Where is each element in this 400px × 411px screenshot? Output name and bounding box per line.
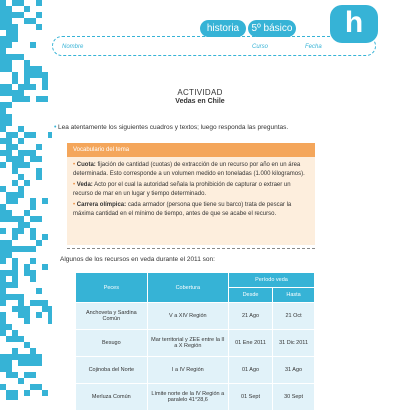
checker-square	[36, 312, 42, 318]
checker-square	[6, 132, 12, 138]
checker-square	[30, 228, 36, 234]
checker-square	[18, 0, 24, 6]
checker-square	[24, 390, 30, 396]
subject-pill: historia	[200, 20, 246, 37]
date-label: Fecha	[305, 44, 322, 50]
cell-from: 21 Ago	[228, 303, 272, 330]
checker-square	[24, 78, 30, 84]
checker-square	[12, 156, 18, 162]
checker-square	[18, 294, 24, 300]
vocab-item	[73, 181, 309, 198]
checker-square	[24, 372, 30, 378]
checker-square	[18, 162, 24, 168]
checker-square	[24, 210, 30, 216]
checker-square	[48, 318, 52, 324]
checker-square	[0, 294, 6, 300]
checker-square	[12, 54, 18, 60]
cell-species: Anchoveta y Sardina Común	[76, 303, 148, 330]
checker-square	[24, 6, 30, 12]
checker-square	[12, 234, 18, 240]
checker-square	[0, 204, 6, 210]
checker-square	[36, 156, 42, 162]
divider	[67, 248, 315, 249]
checker-square	[12, 30, 18, 36]
checker-square	[0, 384, 6, 390]
checker-square	[0, 66, 6, 72]
checker-square	[0, 354, 6, 360]
checker-square	[24, 132, 30, 138]
cell-coverage: Límite norte de la IV Región a paralelo 41°28,6	[147, 384, 228, 411]
checker-square	[48, 312, 52, 318]
checker-square	[6, 282, 12, 288]
checker-square	[6, 6, 12, 12]
checker-square	[36, 66, 42, 72]
checker-square	[6, 366, 12, 372]
checker-square	[18, 228, 24, 234]
cell-to: 31 Dic 2011	[273, 330, 315, 357]
checker-square	[24, 66, 30, 72]
checker-square	[0, 162, 6, 168]
checker-square	[24, 318, 30, 324]
checker-square	[24, 306, 30, 312]
vocab-text: fijación de cantidad (cuotas) de extracción de un recurso por año en un área determinada. Esto corresponde a un volumen medido en toneladas (1.000 kilogramos).	[73, 162, 305, 177]
checker-square	[36, 0, 42, 6]
checker-square	[12, 180, 18, 186]
checker-pattern	[0, 0, 52, 400]
checker-square	[12, 78, 18, 84]
vocab-text: Acto por el cual la autoridad señala la prohibición de capturar o extraer un recurso de mar en un lugar y tiempo determinado.	[73, 182, 291, 197]
checker-square	[0, 282, 6, 288]
course-label: Curso	[252, 44, 269, 50]
checker-square	[30, 156, 36, 162]
checker-square	[6, 198, 12, 204]
checker-square	[6, 60, 12, 66]
form-line	[52, 36, 376, 56]
cell-to: 30 Sept	[273, 384, 315, 411]
checker-square	[12, 306, 18, 312]
checker-square	[0, 6, 6, 12]
checker-square	[30, 246, 36, 252]
intro-text: Algunos de los recursos en veda durante el 2011 son:	[60, 256, 215, 263]
name-label: Nombre	[62, 44, 84, 50]
checker-square	[12, 336, 18, 342]
checker-square	[12, 168, 18, 174]
checker-square	[30, 18, 36, 24]
checker-square	[18, 186, 24, 192]
checker-square	[0, 210, 6, 216]
checker-square	[30, 354, 36, 360]
checker-square	[18, 156, 24, 162]
checker-square	[42, 306, 48, 312]
vocab-heading: Vocabulario del tema	[67, 143, 315, 157]
checker-square	[18, 150, 24, 156]
checker-square	[6, 18, 12, 24]
checker-square	[36, 300, 42, 306]
checker-square	[6, 30, 12, 36]
checker-square	[18, 126, 24, 132]
checker-square	[12, 276, 18, 282]
checker-square	[18, 174, 24, 180]
checker-square	[0, 300, 6, 306]
checker-square	[0, 258, 6, 264]
vocab-item	[73, 201, 309, 218]
checker-square	[30, 42, 36, 48]
vocab-text: cada armador (persona que tiene su barco) trata de pescar la máxima cantidad en el mínimo de tiempo, antes de que se acabe el recurso.	[73, 202, 292, 217]
checker-square	[24, 246, 30, 252]
checker-square	[30, 216, 36, 222]
header-from: Desde	[228, 288, 272, 303]
checker-square	[48, 132, 52, 138]
checker-square	[6, 138, 12, 144]
grade-pill: 5º básico	[248, 20, 296, 37]
checker-square	[0, 24, 6, 30]
checker-square	[6, 360, 12, 366]
checker-square	[12, 282, 18, 288]
checker-square	[30, 234, 36, 240]
checker-square	[0, 330, 6, 336]
checker-square	[30, 300, 36, 306]
checker-square	[6, 294, 12, 300]
checker-square	[0, 186, 6, 192]
checker-square	[0, 288, 6, 294]
cell-from: 01 Ago	[228, 357, 272, 384]
checker-square	[42, 390, 48, 396]
checker-square	[18, 12, 24, 18]
checker-square	[0, 360, 6, 366]
checker-square	[6, 42, 12, 48]
checker-square	[18, 192, 24, 198]
checker-square	[0, 138, 6, 144]
checker-square	[24, 222, 30, 228]
cell-to: 31 Ago	[273, 357, 315, 384]
table-row	[76, 384, 315, 411]
checker-square	[24, 72, 30, 78]
checker-square	[6, 240, 12, 246]
checker-square	[0, 114, 6, 120]
checker-square	[12, 246, 18, 252]
cell-coverage: I a IV Región	[147, 357, 228, 384]
header-coverage: Cobertura	[147, 273, 228, 303]
bullet-icon: •	[73, 202, 77, 208]
cell-from: 01 Ene 2011	[228, 330, 272, 357]
checker-square	[36, 12, 42, 18]
checker-square	[36, 174, 42, 180]
checker-square	[6, 270, 12, 276]
checker-square	[0, 366, 6, 372]
checker-square	[0, 324, 6, 330]
cell-species: Merluza Común	[76, 384, 148, 411]
checker-square	[42, 300, 48, 306]
checker-square	[0, 252, 6, 258]
checker-square	[36, 354, 42, 360]
checker-square	[0, 18, 6, 24]
checker-square	[0, 126, 6, 132]
checker-square	[36, 72, 42, 78]
checker-square	[12, 258, 18, 264]
checker-square	[30, 132, 36, 138]
checker-square	[24, 150, 30, 156]
checker-square	[24, 342, 30, 348]
checker-square	[24, 270, 30, 276]
checker-square	[0, 60, 6, 66]
instruction-text: Lea atentamente los siguientes cuadros y textos; luego responda las preguntas.	[58, 124, 289, 131]
checker-square	[30, 72, 36, 78]
checker-square	[36, 360, 42, 366]
checker-square	[6, 252, 12, 258]
checker-square	[42, 78, 48, 84]
logo-h: h	[330, 5, 378, 43]
checker-square	[12, 372, 18, 378]
checker-square	[6, 156, 12, 162]
instruction-bullet-icon: •	[54, 124, 57, 131]
checker-square	[0, 54, 6, 60]
checker-square	[18, 300, 24, 306]
cell-from: 01 Sept	[228, 384, 272, 411]
table-row	[76, 357, 315, 384]
checker-square	[0, 228, 6, 234]
checker-square	[12, 390, 18, 396]
checker-square	[6, 372, 12, 378]
vocab-term: Veda:	[76, 182, 93, 188]
checker-square	[12, 162, 18, 168]
checker-square	[18, 216, 24, 222]
checker-square	[12, 216, 18, 222]
checker-square	[30, 372, 36, 378]
checker-square	[0, 312, 6, 318]
checker-square	[0, 0, 6, 6]
checker-square	[30, 276, 36, 282]
vocab-term: Carrera olímpica:	[76, 202, 127, 208]
cell-species: Cojinoba del Norte	[76, 357, 148, 384]
table-row	[76, 330, 315, 357]
page-subtitle: Vedas en Chile	[175, 98, 225, 105]
checker-square	[12, 72, 18, 78]
page-title: ACTIVIDAD	[177, 88, 223, 97]
checker-square	[18, 354, 24, 360]
checker-square	[18, 378, 24, 384]
checker-square	[30, 66, 36, 72]
checker-square	[42, 72, 48, 78]
checker-square	[24, 18, 30, 24]
header-to: Hasta	[273, 288, 315, 303]
checker-square	[0, 120, 6, 126]
checker-square	[12, 396, 18, 400]
checker-square	[30, 270, 36, 276]
checker-square	[24, 264, 30, 270]
checker-square	[18, 312, 24, 318]
checker-square	[12, 144, 18, 150]
table-row	[76, 303, 315, 330]
checker-square	[6, 210, 12, 216]
cell-to: 21 Oct	[273, 303, 315, 330]
checker-square	[0, 12, 6, 18]
checker-square	[30, 198, 36, 204]
checker-square	[0, 108, 6, 114]
checker-square	[6, 66, 12, 72]
checker-square	[18, 54, 24, 60]
checker-square	[0, 270, 6, 276]
checker-square	[0, 216, 6, 222]
checker-square	[24, 162, 30, 168]
checker-square	[6, 192, 12, 198]
bullet-icon: •	[73, 162, 77, 168]
checker-square	[12, 330, 18, 336]
header-period: Período veda	[228, 273, 314, 288]
checker-square	[12, 264, 18, 270]
checker-square	[24, 354, 30, 360]
checker-square	[36, 168, 42, 174]
checker-square	[24, 360, 30, 366]
checker-square	[12, 348, 18, 354]
vocab-item	[73, 161, 309, 178]
checker-square	[12, 294, 18, 300]
checker-square	[18, 336, 24, 342]
checker-square	[36, 144, 42, 150]
checker-square	[30, 150, 36, 156]
checker-square	[0, 36, 6, 42]
checker-square	[24, 180, 30, 186]
checker-square	[6, 216, 12, 222]
veda-table	[75, 272, 315, 411]
checker-square	[12, 270, 18, 276]
vocab-box	[67, 157, 315, 245]
checker-square	[6, 396, 12, 400]
checker-square	[12, 0, 18, 6]
checker-square	[30, 258, 36, 264]
checker-square	[12, 24, 18, 30]
bullet-icon: •	[73, 182, 77, 188]
checker-square	[0, 42, 6, 48]
cell-coverage: Mar territorial y ZEE entre la II a X Región	[147, 330, 228, 357]
checker-square	[6, 390, 12, 396]
checker-square	[6, 354, 12, 360]
checker-square	[12, 192, 18, 198]
checker-square	[42, 264, 48, 270]
checker-square	[0, 246, 6, 252]
checker-square	[18, 138, 24, 144]
checker-square	[30, 348, 36, 354]
checker-square	[18, 306, 24, 312]
checker-square	[30, 384, 36, 390]
checker-square	[6, 24, 12, 30]
checker-square	[6, 114, 12, 120]
checker-square	[0, 276, 6, 282]
checker-square	[24, 60, 30, 66]
checker-square	[36, 240, 42, 246]
header-species: Peces	[76, 273, 148, 303]
vocab-term: Cuota:	[76, 162, 96, 168]
checker-square	[6, 54, 12, 60]
checker-square	[48, 306, 52, 312]
checker-square	[18, 360, 24, 366]
checker-square	[30, 360, 36, 366]
checker-square	[6, 144, 12, 150]
checker-square	[12, 36, 18, 42]
cell-species: Besugo	[76, 330, 148, 357]
checker-square	[36, 216, 42, 222]
checker-square	[6, 246, 12, 252]
checker-square	[0, 240, 6, 246]
checker-square	[6, 150, 12, 156]
checker-square	[0, 150, 6, 156]
checker-square	[6, 324, 12, 330]
checker-square	[6, 120, 12, 126]
checker-square	[18, 246, 24, 252]
checker-square	[0, 318, 6, 324]
checker-square	[24, 312, 30, 318]
checker-square	[36, 288, 42, 294]
checker-square	[36, 24, 42, 30]
checker-square	[36, 384, 42, 390]
cell-coverage: V a XIV Región	[147, 303, 228, 330]
checker-square	[12, 12, 18, 18]
checker-square	[12, 198, 18, 204]
checker-square	[6, 36, 12, 42]
checker-square	[12, 132, 18, 138]
checker-square	[42, 234, 48, 240]
checker-square	[6, 12, 12, 18]
checker-square	[30, 204, 36, 210]
checker-square	[0, 48, 6, 54]
checker-square	[12, 228, 18, 234]
checker-square	[12, 354, 18, 360]
checker-square	[6, 336, 12, 342]
checker-square	[42, 198, 48, 204]
checker-square	[18, 222, 24, 228]
